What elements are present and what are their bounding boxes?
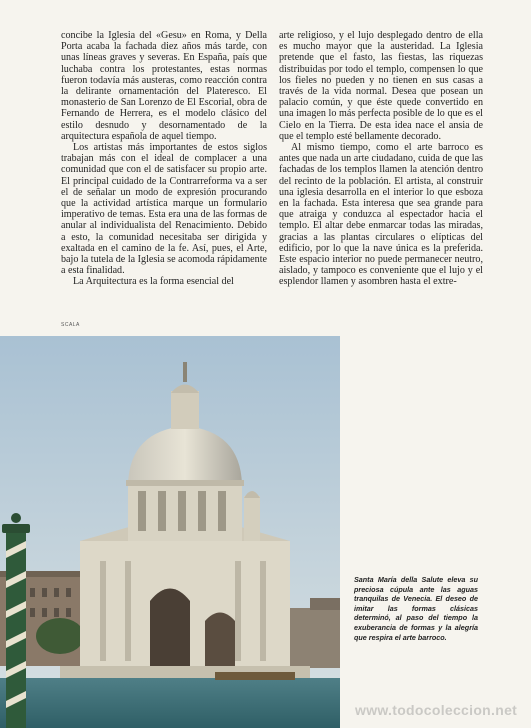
paragraph: La Arquitectura es la forma esencial del xyxy=(73,276,234,288)
text-column-left xyxy=(61,30,267,288)
paragraph: arte religioso, y el lujo desplegado dentro de ella es mucho mayor que la austeridad. La Iglesia pretende que el fasto, las fiestas, las riquezas distribuidas por todo el templo, compensen lo que los fieles no pueden y no tienen en sus casas a través de la vida normal. Desea que posean un palacio común, y que éste quede convertido en una imagen lo más perfecta posible de lo que es el Cielo en la Tierra. De esta idea nace el ansia de que el templo esté bellamente decorado. xyxy=(279,30,483,142)
watermark: www.todocoleccion.net xyxy=(355,702,518,718)
paragraph: Al mismo tiempo, como el arte barroco es antes que nada un arte ciudadano, cuida de que las fachadas de los templos llamen la atención dentro del recinto de la población. El artista, al construir una iglesia desarrolla en el interior lo que esboza en la fachada. Esta interesa que sea grande para que atraiga y conduzca al espectador hacia el templo. El altar debe enmarcar todas las miradas, gracias a las plantas circulares o elípticas del edificio, por lo que la nave única es la preferida. Este espacio interior no puede permanecer neutro, aislado, y tampoco es conveniente que el lujo y el esplendor llamen y asombren hasta el extre- xyxy=(279,142,483,288)
photo-caption: Santa María della Salute eleva su preciosa cúpula ante las aguas tranquilas de Venecia. El deseo de imitar las formas clásicas determinó, al paso del tiempo la exuberancia de formas y la alegría que respira el arte barroco. xyxy=(354,575,478,642)
photograph-santa-maria-della-salute xyxy=(0,336,340,728)
text-column-right xyxy=(279,30,483,288)
paragraph: Los artistas más importantes de estos siglos trabajan más con el ideal de complacer a una comunidad que con el de satisfacer su propio arte. El principal cuidado de la Contrarreforma va a ser el de señalar un modo de expresión procurando que la actividad artística marque un formulario imperativo de temas. Esta era una de las formas de anular al individualista del Renacimiento. Debido a esto, la comunidad necesitaba ser dirigida y exaltada en el camino de la fe. Así, pues, el Arte, bajo la tutela de la Iglesia se acomoda rápidamente a esta finalidad. xyxy=(61,142,267,277)
paragraph: concibe la Iglesia del «Gesu» en Roma, y Della Porta acaba la fachada diez años más tarde, con unas líneas graves y severas. En España, país que luchaba contra los protestantes, estas normas fueron todavía más austeras, como reacción contra la delirante ornamentación del Plateresco. El monasterio de San Lorenzo de El Escorial, obra de Fernando de Herrera, es el modelo clásico del estilo desnudo y desornamentado de la arquitectura española de aquel tiempo. xyxy=(61,30,267,142)
photo-credit: SCALA xyxy=(61,322,80,328)
